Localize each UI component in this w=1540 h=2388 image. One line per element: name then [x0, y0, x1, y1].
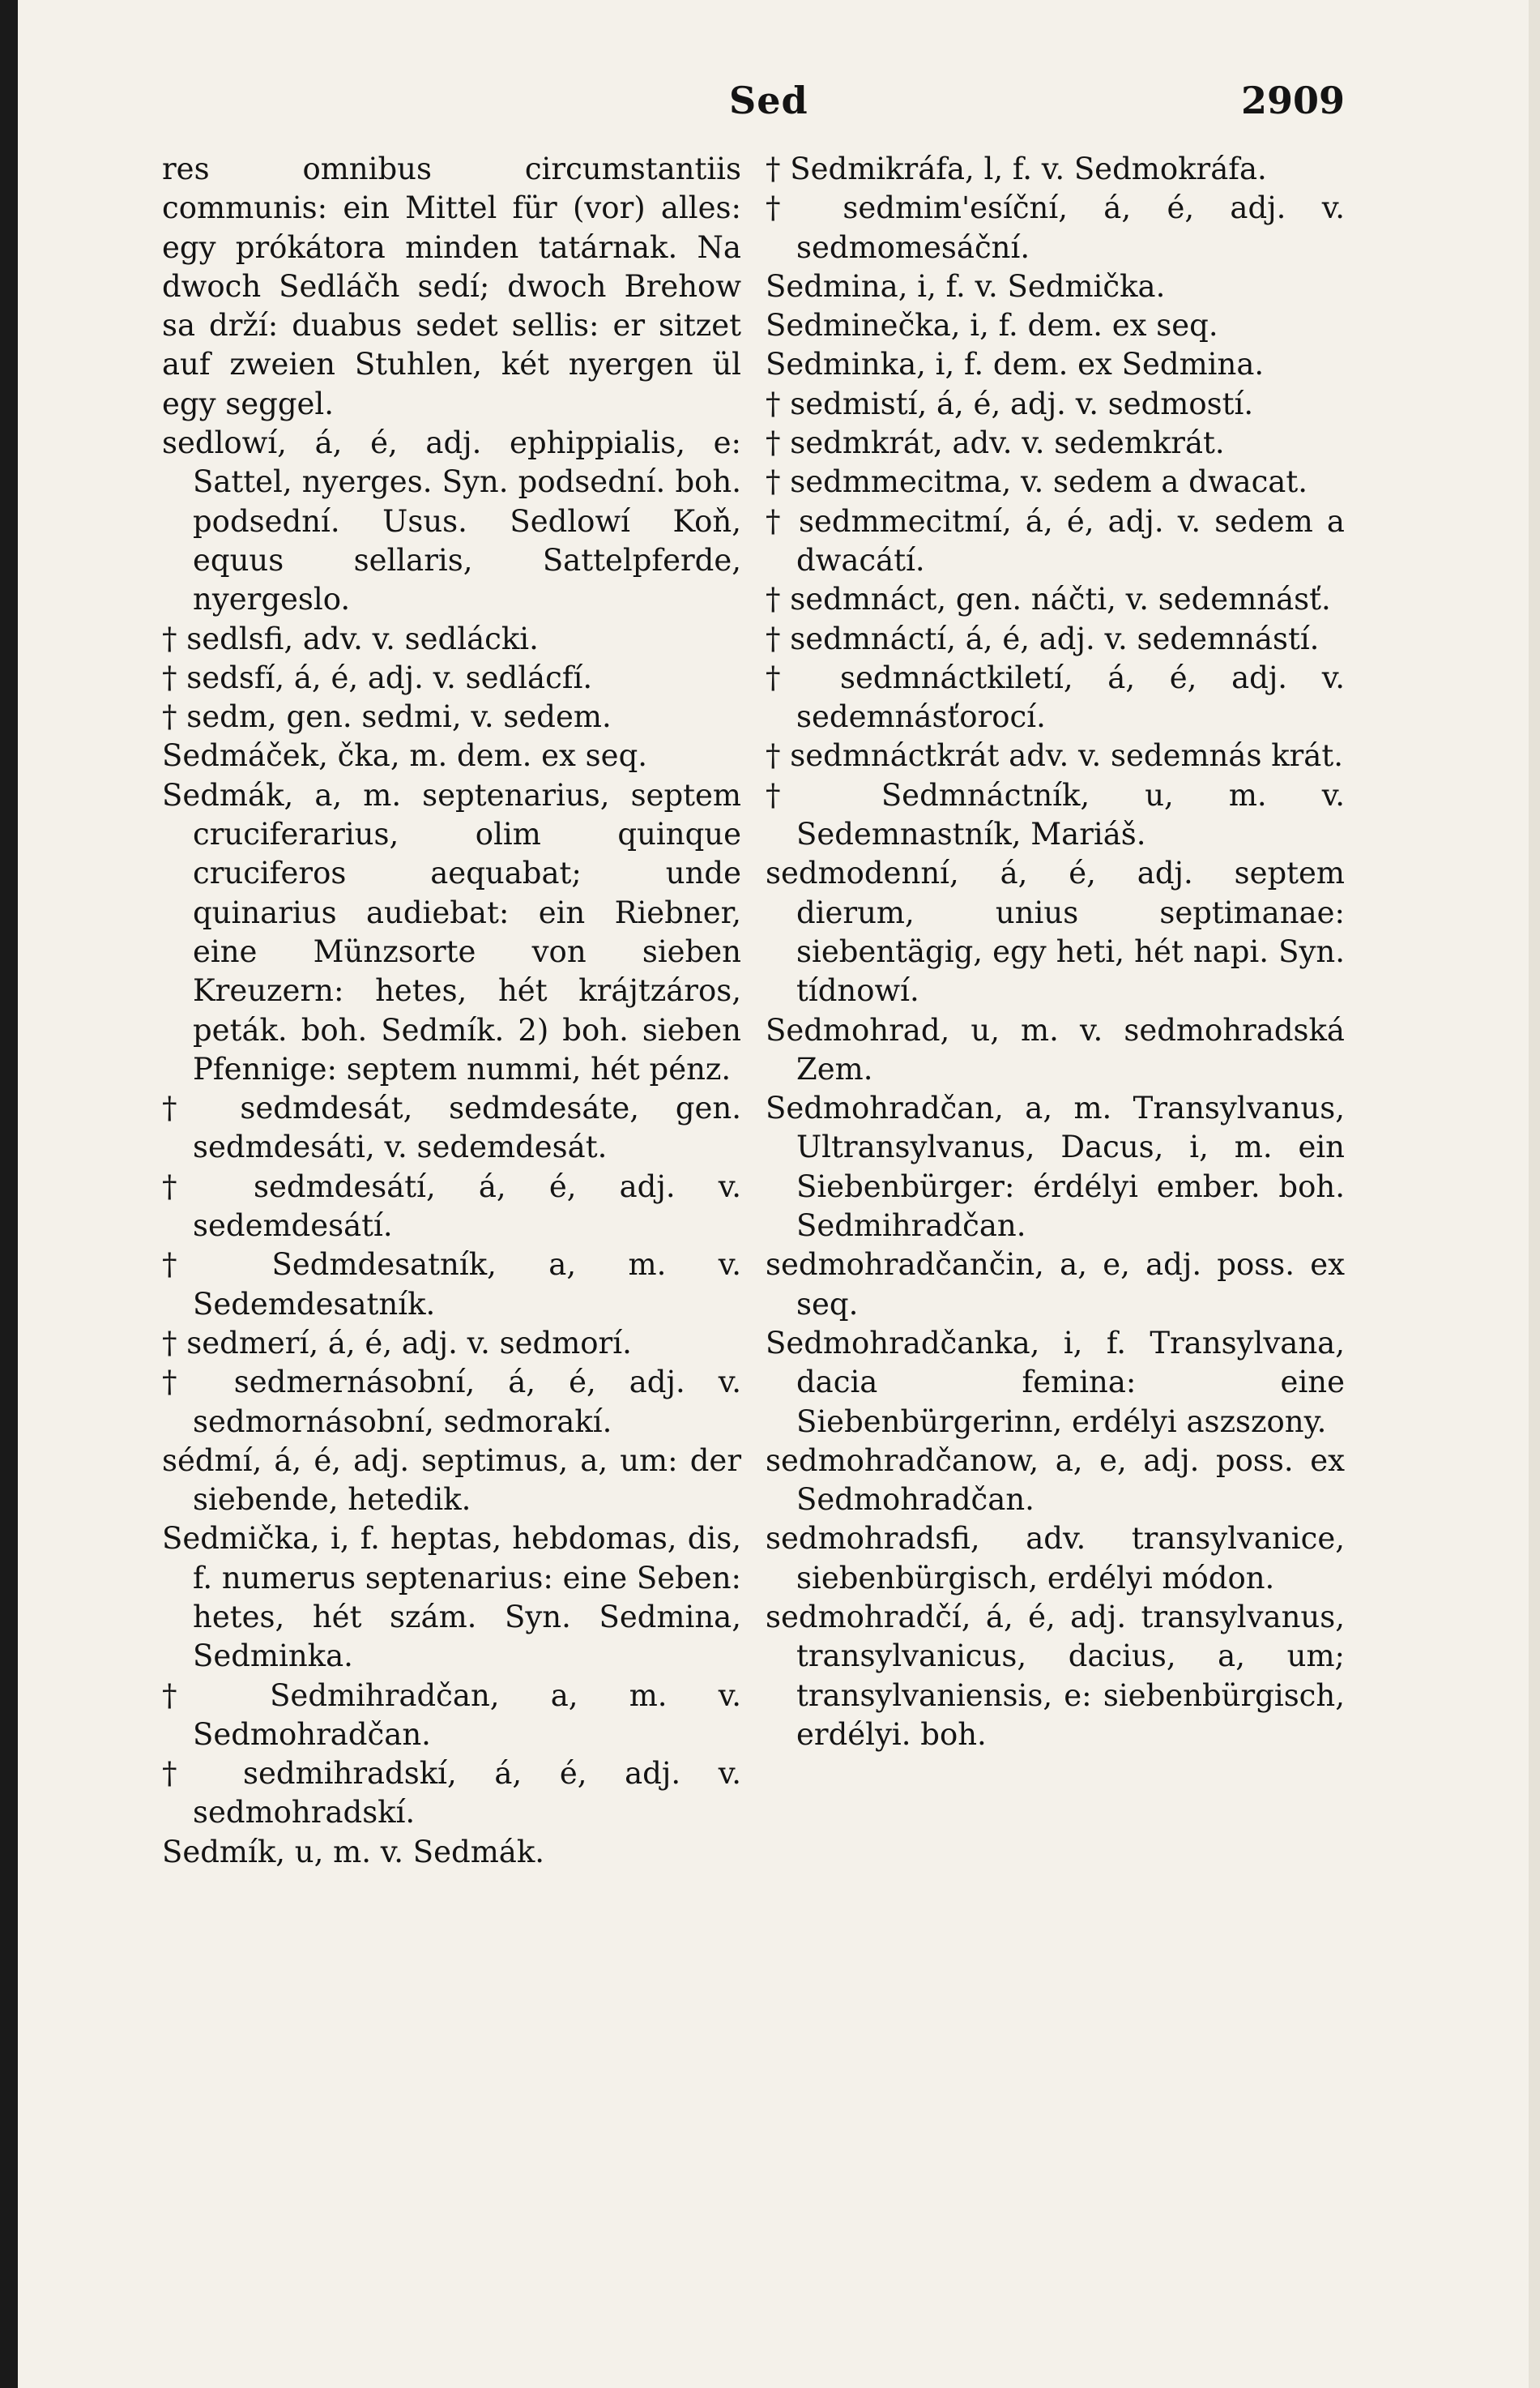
dictionary-entry: † sedmim'esíční, á, é, adj. v. sedmomesáční.	[766, 190, 1345, 265]
dictionary-entry: † Sedmihradčan, a, m. v. Sedmohradčan.	[162, 1677, 741, 1752]
dictionary-entry: † sedmmecitmí, á, é, adj. v. sedem a dwacátí.	[766, 503, 1345, 578]
dictionary-entry: Sedmohradčanka, i, f. Transylvana, dacia femina: eine Siebenbürgerinn, erdélyi aszszony.	[766, 1325, 1345, 1439]
dictionary-entry: † sedmnáctkiletí, á, é, adj. v. sedemnásťorocí.	[766, 660, 1345, 735]
dictionary-entry: sedmohradčí, á, é, adj. transylvanus, transylvanicus, dacius, a, um; transylvaniensis, e: siebenbürgisch, erdélyi. boh.	[766, 1599, 1345, 1752]
dictionary-entry: sedmohradčanow, a, e, adj. poss. ex Sedmohradčan.	[766, 1442, 1345, 1518]
dictionary-entry: † sedmistí, á, é, adj. v. sedmostí.	[766, 386, 1254, 421]
dictionary-entry: res omnibus circumstantiis communis: ein Mittel für (vor) alles: egy prókátora minden tatárnak. Na dwoch Sedláčh sedí; dwoch Brehow sa drží: duabus sedet sellis: er sitzet auf zweien Stuhlen, két nyergen ül egy seggel.	[162, 152, 741, 421]
left-column	[162, 150, 741, 1872]
page-number: 2909	[1240, 79, 1345, 122]
dictionary-entry: † sedmdesátí, á, é, adj. v. sedemdesátí.	[162, 1168, 741, 1244]
page-left-edge-shadow	[0, 0, 18, 2388]
dictionary-entry: † sedmnáctkrát adv. v. sedemnás krát.	[766, 738, 1343, 774]
page-right-edge	[1529, 0, 1540, 2388]
dictionary-entry: sédmí, á, é, adj. septimus, a, um: der siebende, hetedik.	[162, 1442, 741, 1518]
dictionary-entry: sedmohradčančin, a, e, adj. poss. ex seq.	[766, 1247, 1345, 1322]
dictionary-page	[162, 69, 1345, 2305]
running-head: Sed	[729, 79, 808, 122]
dictionary-entry: Sedmáček, čka, m. dem. ex seq.	[162, 738, 648, 774]
dictionary-entry: † sedmerí, á, é, adj. v. sedmorí.	[162, 1325, 632, 1361]
dictionary-entry: † Sedmikráfa, l, f. v. Sedmokráfa.	[766, 152, 1267, 186]
dictionary-entry: † sedmernásobní, á, é, adj. v. sedmornásobní, sedmorakí.	[162, 1365, 741, 1439]
dictionary-entry: † sedlsfi, adv. v. sedlácki.	[162, 621, 539, 656]
dictionary-entry: † sedmnáct, gen. náčti, v. sedemnásť.	[766, 582, 1331, 617]
dictionary-entry: sedmodenní, á, é, adj. septem dierum, unius septimanae: siebentägig, egy heti, hét napi. Syn. tídnowí.	[766, 856, 1345, 1009]
dictionary-entry: † sedmihradskí, á, é, adj. v. sedmohradskí.	[162, 1756, 741, 1831]
dictionary-entry: † sedmmecitma, v. sedem a dwacat.	[766, 464, 1308, 500]
dictionary-entry: Sedmík, u, m. v. Sedmák.	[162, 1834, 545, 1869]
dictionary-entry: † sedmkrát, adv. v. sedemkrát.	[766, 425, 1225, 461]
dictionary-entry: Sedmák, a, m. septenarius, septem cruciferarius, olim quinque cruciferos aequabat; unde quinarius audiebat: ein Riebner, eine Münzsorte von sieben Kreuzern: hetes, hét krájtzáros, peták. boh. Sedmík. 2) boh. sieben Pfennige: septem nummi, hét pénz.	[162, 777, 741, 1087]
dictionary-entry: Sedminka, i, f. dem. ex Sedmina.	[766, 347, 1265, 382]
dictionary-entry: Sedmohradčan, a, m. Transylvanus, Ultransylvanus, Dacus, i, m. ein Siebenbürger: érdélyi ember. boh. Sedmihradčan.	[766, 1091, 1345, 1244]
dictionary-entry: † Sedmnáctník, u, m. v. Sedemnastník, Mariáš.	[766, 777, 1345, 852]
dictionary-entry: Sedminečka, i, f. dem. ex seq.	[766, 308, 1218, 344]
dictionary-entry: sedmohradsfi, adv. transylvanice, siebenbürgisch, erdélyi módon.	[766, 1521, 1345, 1596]
dictionary-entry: † Sedmdesatník, a, m. v. Sedemdesatník.	[162, 1247, 741, 1322]
dictionary-entry: † sedmnáctí, á, é, adj. v. sedemnástí.	[766, 621, 1320, 656]
right-column	[766, 150, 1345, 1872]
dictionary-entry: † sedsfí, á, é, adj. v. sedlácfí.	[162, 660, 593, 695]
page-header	[162, 69, 1345, 142]
dictionary-entry: Sedmohrad, u, m. v. sedmohradská Zem.	[766, 1012, 1345, 1087]
dictionary-entry: Sedmička, i, f. heptas, hebdomas, dis, f. numerus septenarius: eine Seben: hetes, hét szám. Syn. Sedmina, Sedminka.	[162, 1521, 741, 1674]
dictionary-entry: Sedmina, i, f. v. Sedmička.	[766, 268, 1166, 304]
dictionary-entry: † sedm, gen. sedmi, v. sedem.	[162, 699, 612, 735]
dictionary-entry: sedlowí, á, é, adj. ephippialis, e: Sattel, nyerges. Syn. podsední. boh. podsední. Usus. Sedlowí Koň, equus sellaris, Sattelpferde, nyergeslo.	[162, 425, 741, 617]
dictionary-entry: † sedmdesát, sedmdesáte, gen. sedmdesáti, v. sedemdesát.	[162, 1091, 741, 1165]
text-columns	[162, 150, 1345, 1872]
